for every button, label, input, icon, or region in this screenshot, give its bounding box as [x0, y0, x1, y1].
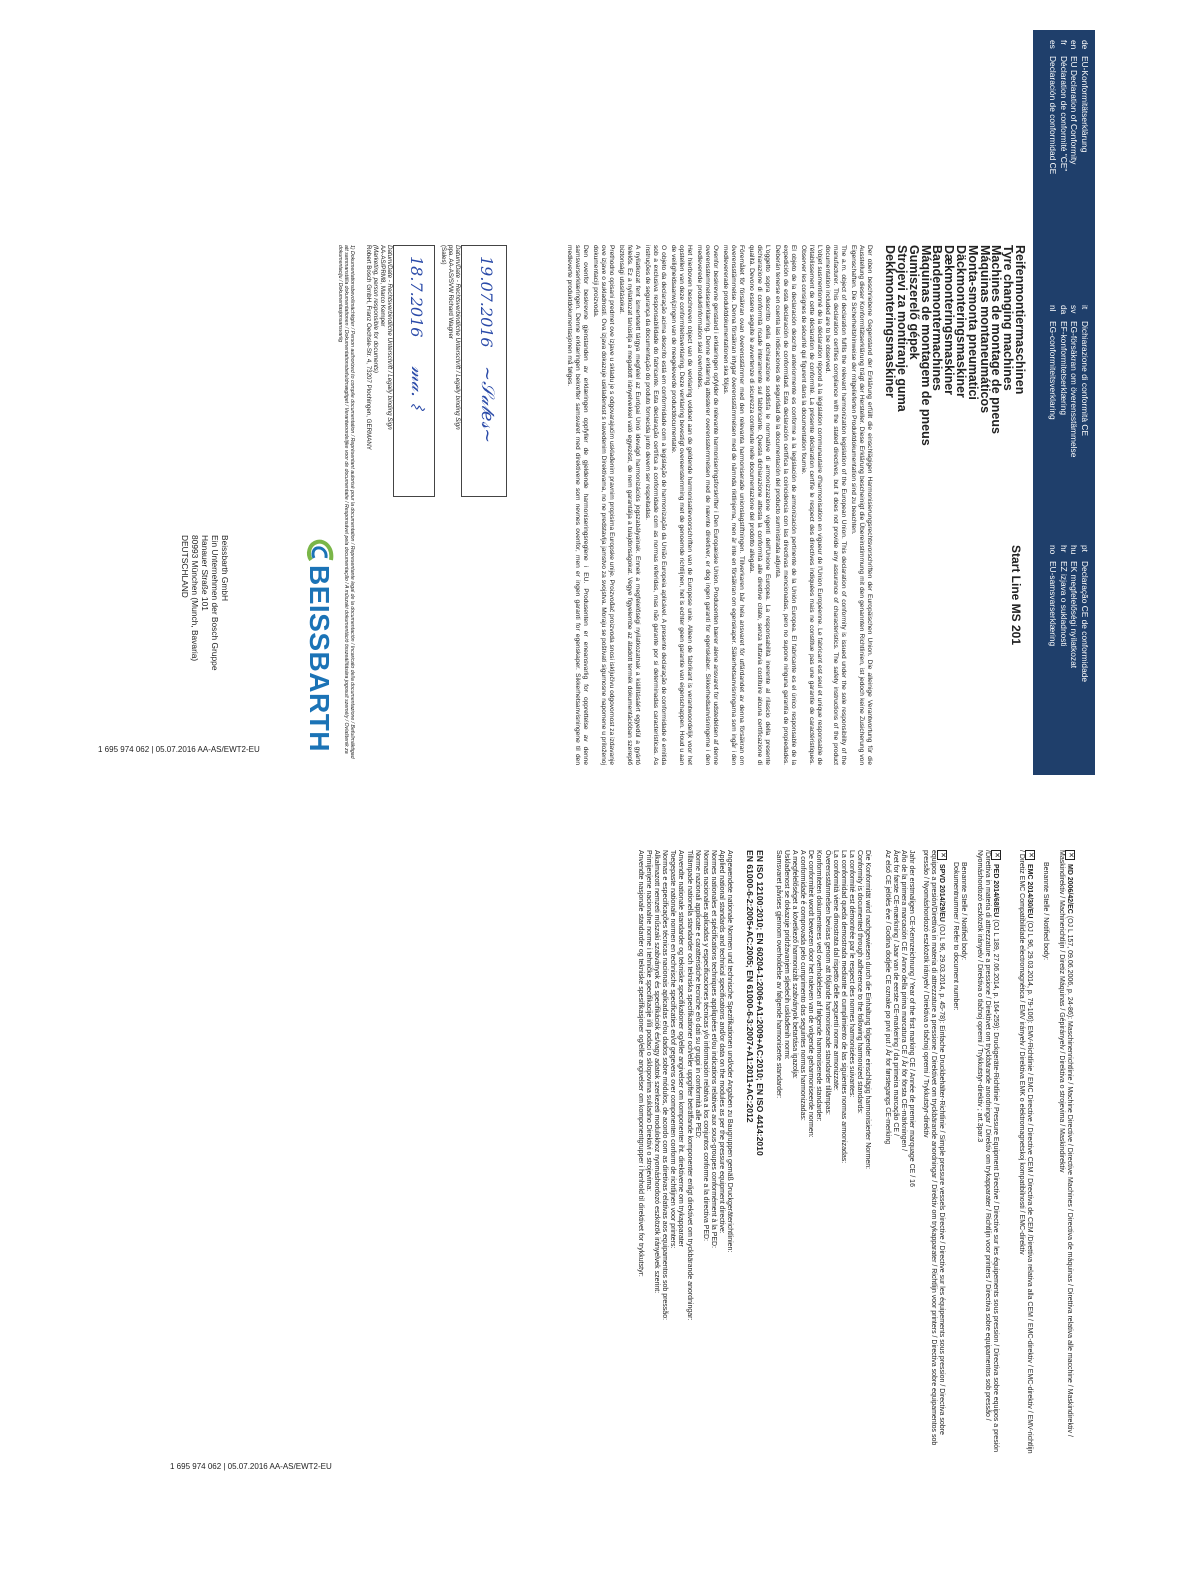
directive-spvd — [921, 850, 947, 1455]
header-title: EU-samsvarserklæring — [1048, 561, 1059, 647]
paragraph-de: Der oben beschriebene Gegenstand der Erklärung erfüllt die einschlägigen Harmonisierungsrechtsvorschriften der Europäischen Union. Die alleinige Verantwortung für die Ausstellung dieser Konformitätserklärung trägt der Hersteller. Diese Erklärung bescheinigt die Übereinstimmung mit den genannten Richtlinien, ist jedoch keine Zusicherung von Eigenschaften. Die Sicherheitshinweise der mitgelieferten Produktdokumentation sind zu beachten. — [850, 245, 873, 765]
header-title: EZ izjava o sukladnosti — [1059, 561, 1069, 647]
company-logo: BEISSBARTH — [304, 565, 335, 753]
header-title: Declaración de conformidad CE — [1048, 56, 1059, 175]
standard-line: EN 61000-6-2:2005+AC:2005; EN 61000-6-3:2007+A1:2011+AC:2012 — [745, 850, 755, 1123]
directive-md — [1057, 850, 1075, 1455]
notified-body-1: Benannte Stelle / Notified body: — [1042, 862, 1049, 961]
checkbox-checked-icon: ✕ — [1065, 850, 1075, 860]
conformity-line: Usklađenost se dokazuje pridržavanjem sljedećih usklađenih normi: — [783, 850, 791, 1060]
paragraph-no: Den ovenfor beskrevne gjenstanden av erklæringen oppfyller de gjeldende harmoniseringsreglene i EU. Produsenten er eneansvarlig for opprettelse av denne samsvarserklæringen. Denne erklæringen bekrefter samsvaret med direktivene som nevnes ovenfor, men er ingen garanti for egenskaper. Sikkerhetsanvisningene til den medleverte produktdokumentasjonen må følges. — [566, 245, 589, 765]
manufacturer-address: Robert Bosch GmbH, Franz Oechsle-Str. 4, 73207 Plochingen, GERMANY — [365, 245, 372, 450]
signature-date-2: 18.7.2016 — [407, 256, 426, 338]
directive-code: EMC 2014/30/EU — [1026, 864, 1034, 919]
paragraph-hu: A nyilatkozat fent ismertetett tárgya megfelel az Európai Unió idevágó harmonizációs jogszabályainak. Ennek a megfelelőségi nyilatkozatnak a kiállításáért egyedül a gyártó felelős. Ez a nyilatkozat tanúsítja a megadott irányelvekkel való egyezést, de nem garantálja a tulajdonságokat. Vegye figyelembe az átadott termék dokumentációban szereplő biztonsági utasításokat. — [618, 245, 641, 765]
standard-line: EN ISO 12100:2010; EN 60204-1:2006+A1:2009+AC:2010; EN ISO 4414:2010 — [755, 850, 765, 1156]
language-header-bar — [1033, 30, 1095, 775]
paragraph-en: The a.m. object of declaration fulfils the relevant harmonization legislation of the European Union. This declaration of conformity is issued under the sole responsibility of the manufacturer. This declaration certifies compliance with the stated directives, but it does not provide any assurance of characteristics. The safety instructions of the product documentation included are to be observed. — [824, 245, 847, 765]
signature-date-1: 19.07.2016 — [477, 256, 496, 348]
lang-code: da — [1059, 305, 1069, 315]
applied-line: Anvendte nationale standarder og tekniske specifikationer og/eller angivelser om komponenter iht. direktiverne om trykapparater — [677, 850, 685, 1247]
applied-line: Normas e especificações técnicas nacionais aplicadas e/ou dados sobre módulos, de acordo com as diretivas relativas aos equipamentos sob pressão: — [661, 850, 669, 1321]
first-marking-line: Az első CE jelölés éve / Godina dodjele CE oznake po prvi put / År for førstegangs CE-merking — [883, 850, 891, 1145]
first-marking-line: Jahr der erstmaligen CE-Kennzeichnung / Year of the first marking CE / Année de premier marquage CE / 16 — [908, 850, 915, 1187]
signature-caption-1: Datum/Date - Rechtsverbindliche Unterschrift / Legally binding Sign — [454, 245, 461, 430]
directive-code: MD 2006/42/EC — [1066, 864, 1074, 914]
product-name: Máquinas de montagem de pneus — [918, 245, 933, 446]
header-title: EK megfelelőségi nyilatkozat — [1069, 561, 1080, 669]
address-line: Hanauer Straße 101 — [200, 535, 210, 611]
lang-code: hu — [1069, 545, 1080, 555]
signature-role-1: ppa. AA-AS/SVW Richard Wagner — [447, 245, 454, 339]
paragraph-pt: O objeto da declaração acima descrito está em conformidade com a legislação de harmonização da União Europeia aplicável. A presente declaração de conformidade é emitida sob a exclusiva responsabilidade do fabricante. Esta declaração certifica a conformidade com as normas referidas, mas não garante por si determinadas características. As instruções de segurança da documentação do produto fornecida junto devem ser respeitadas. — [644, 245, 667, 765]
conformity-line: Die Konformität wird nachgewiesen durch die Einhaltung folgender einschlägig harmonisierter Normen: — [864, 850, 871, 1170]
header-title: Dichiarazione di conformità CE — [1080, 321, 1090, 436]
page2-footer: 1 695 974 062 | 05.07.2016 AA-AS/EWT2-EU — [170, 1462, 332, 1471]
document-number: Dokumentnummer / Refer to document number: — [952, 862, 959, 1011]
directive-text: (OJ L 96, 29.03.2014, p. 45-78): Einfache Druckbehälter-Richtlinie / Simple pressure vessels Directive / Directive sur les équipements sous pression / Directiva sobre equipos a presión/Direttiva in materia di attrezzature a pressione / Direktivet om tryckbärande anordningar / Direktiv om trykapparater / Richtlijn voor printers / Directiva sobre equipamentos sob pressão / Nyomáshordozó eszközök irányelv / Direktiva o tlačnoj opremi / Trykkutstyr-direktiv — [921, 850, 946, 1446]
conformity-line: De conformiteit wordt bewezen door het naleven van de volgende geharmoniseerde normen: — [807, 850, 815, 1138]
header-title: Déclaration de conformité "CE" — [1059, 56, 1069, 172]
paragraph-hr: Prethodno opisani predmet ove izjave u skladu je s odgovarajućim usklađenim pravnim propisima Europske unije. Proizvođač proizvoda snosi isključivu odgovornost za izdavanje ove izjave o sukladnosti. Ova izjava dokazuje usklađenost s navedenim Direktivama, no ne predstavlja jamstvo za svojstva. Moraju se poštivati sigurnosne napomene u priloženoj dokumentaciji proizvoda. — [592, 245, 615, 765]
directive-emc — [1017, 850, 1035, 1455]
product-name: Monta-smonta pneumatici — [965, 245, 980, 400]
header-col-mid — [1048, 305, 1090, 457]
product-name: Strojevi za montiranje guma — [895, 245, 910, 412]
standards-block — [745, 850, 765, 1455]
signature-caption-2: Datum/Date - Rechtsverbindliche Unterschrift / Legally binding Sign — [386, 245, 393, 430]
applied-line: Tillämpade nationella standarder och tekniska specifikationer och/eller uppgifter beträffande komponenter enligt direktivet om tryckbärande anordningar: — [685, 850, 693, 1321]
product-name: Dækmonteringsmaskiner — [942, 245, 957, 396]
signature-scribble-icon: 𝓂𝒶. ⌇ — [407, 366, 428, 410]
applied-line: Toegepaste nationale normen en technische specificaties en/of gegevens over componenten conform de richtlijnen voor printers: — [669, 850, 677, 1249]
paragraph-fr: L'objet susmentionné de la déclaration répond à la législation communautaire d'harmonisation en vigueur de l'Union Européenne. Le fabricant est seul et unique responsable de l'établissement de cette déclaration de conformité. La présente déclaration certifie le respect des directives indiquées mais ne constitue pas une garantie de caractéristiques. Observer les consignes de sécurité qui figurent dans la documentation fournie. — [800, 245, 823, 765]
product-name: Tyre changing machines — [1001, 245, 1016, 391]
product-name: Máquinas montaneumáticos — [977, 245, 992, 414]
conformity-block — [774, 850, 871, 1455]
signature-scribble-icon: ~𝒮𝒶𝓁𝑒𝓈~ — [477, 366, 498, 444]
first-marking-line: Año de la primera marcación CE / Anno della prima marcatura CE / År för första CE-märkningen / — [899, 850, 907, 1152]
product-name-list — [883, 245, 1025, 446]
conformity-line: Conformity is documented through adherence to the following harmonized standards: — [855, 850, 863, 1114]
lang-code: de — [1080, 40, 1090, 50]
beissbarth-swirl-icon — [305, 538, 335, 564]
directive-text: (OJ L 96, 29.03.2014, p. 79-106): EMV-Richtlinie / EMC Directive / Directive CEM / Directiva de CEM /Direttiva relativa alla CEM / EMC-direktiv / EMC-direktiv / EMV-richtlijn / Diretiz EMC Compatibilidade electromagnética / EMV irányelv / Direktiva EMK o elektromagnetskoj kompatibilnosti / EMC-direktiv — [1018, 850, 1034, 1454]
lang-code: es — [1048, 40, 1059, 49]
conformity-line: A conformidade é comprovada pelo cumprimento das seguintes normas harmonizadas: — [799, 850, 807, 1121]
signature-dept-1: (Sales) — [440, 245, 447, 265]
conformity-line: La conformidad queda demostrada mediante el cumplimiento de las siguientes normas armonizadas: — [839, 850, 847, 1164]
product-name: Machines de montage de pneus — [989, 245, 1004, 434]
address-line: Beissbarth GmbH — [220, 535, 230, 602]
directive-code: SPVD 2014/29/EU — [938, 864, 946, 922]
header-title: EF-konformitetserklæring — [1059, 321, 1069, 416]
conformity-line: A megfelelőséget a következő harmonizált szabványok betartása igazolja: — [791, 850, 799, 1079]
conformity-line: La conformità viene dimostrata dal rispetto delle seguenti norme armonizzate: — [831, 850, 839, 1091]
header-title: EU Declaration of Conformity — [1069, 56, 1080, 165]
lang-code: fr — [1059, 40, 1069, 46]
header-title: EU-Konformitätserklärung — [1080, 56, 1090, 153]
product-name: Bandenmontermachines — [930, 245, 945, 391]
lang-code: en — [1069, 40, 1080, 50]
declaration-page-2 — [160, 840, 1085, 1470]
conformity-line: La conformité est démontrée par le respect des normes harmonisées suivantes: — [847, 850, 855, 1098]
directive-code: PED 2014/68/EU — [992, 864, 1000, 918]
applied-line: Anvendte nasjonale standarder og tekniske spesifikasjoner og/eller angivelser om komponentgrupper i henhold til direktivet for trykkutstyr: — [636, 850, 644, 1277]
applied-line: Normes nationales et spécifications techniques appliquées et/ou indications relatives aux sous-groupes conformément à la PED: — [709, 850, 717, 1249]
conformity-line: Samsvaret påvises gjennom overholdelse av følgende harmoniserte standarder: — [774, 850, 782, 1099]
conformity-line: Överensstämmelsen bevisas genom att följande harmoniserade standarder tillämpas: — [823, 850, 831, 1115]
paragraph-sv: Föremålet för försäkran ovan överensstämmer med den relevanta harmoniserade unionslagstiftningen. Tillverkaren bär hela ansvaret för utfärdandet av denna försäkran om överensstämmelse. Denna försäkran intygar överensstämmelsen med de nämnda riktlinjerna, men är inte en försäkran om egenskaper. Säkerhetsanvisningarna som ingår i den medlevererade produktdokumentationen ska följas. — [722, 245, 745, 765]
header-title: EG-conformiteitsverklaring — [1048, 321, 1059, 420]
signature-dept-2: (Marketing, person responsible for documents) — [372, 245, 379, 373]
checkbox-checked-icon: ✕ — [1025, 850, 1035, 860]
address-line: DEUTSCHLAND — [180, 535, 190, 598]
checkbox-checked-icon: ✕ — [991, 850, 1001, 860]
page1-footer: 1 695 974 062 | 05.07.2016 AA-AS/EWT2-EU — [98, 745, 260, 754]
lang-code: no — [1048, 545, 1059, 555]
directive-text: (OJ L 189, 27.06.2014, p. 164-259): Druckgeräte-Richtlinie / Pressure Equipment Directive / Directive sur les équipements sous pression / Directiva sobre equipos a presión /Direttiva in materia di attrezzature a pressione / Direktivet om tryckbärande anordningar / Direktiv om trykapparater / Richtlijn voor printers / Directiva sobre equipamentos sob pressão / Nyomáshordozó eszközök irányelv / Direktiva o tlačnoj opremi / Trykkutstyr-direktiv ; art.3par.3 — [975, 850, 1000, 1453]
conformity-line: Konformiteten dokumenteres ved overholdelsen af følgende harmoniserede standarder: — [815, 850, 823, 1122]
product-name: Reifenmontiermaschinen — [1013, 245, 1027, 395]
header-title: EG-försäkran om överensstämmelse — [1069, 321, 1080, 458]
header-col-right — [1048, 545, 1090, 682]
applied-line: Primijenjene nacionalne norme i tehničke specifikacije i/ili podaci o sklopovima sukladno Direktivi o strojevima: — [645, 850, 653, 1192]
applied-line: Applied national standards and technical specifications and/or data on the modules as per the pressure equipment directive: — [717, 850, 725, 1234]
directive-text: (OJ L 157, 09.06.2006, p. 24-86): Maschinenrichtlinie / Machine Directive / Directive Machines / Directiva de máquinas / Direttiva relativa alle macchine / Maskindirektiv / Maskindirektiv / Machinerichtlijn / Diretiz Máquinas / Gépirányelv / Direktiva o strojevima / Maskindirektiv — [1058, 850, 1074, 1437]
header-title: Declaração CE de conformidade — [1080, 561, 1090, 683]
signature-box-1 — [461, 245, 507, 497]
applied-line: Alkalmazott nemzeti műszaki szabványok és specifikációk és/vagy adatok szerkezeti modulokhoz nyomáshordozó eszközök irányelvek szerint: — [653, 850, 661, 1294]
applied-line: Norme nazionali applicate e caratteristiche tecniche e/o dati su gruppi in conformità alle PED: — [693, 850, 701, 1139]
product-name: Däckmonteringsmaskiner — [954, 245, 969, 398]
paragraph-da: Ovenfor beskrevne genstand i erklæringen opfylder de relevante harmoniseringsforskrifter i Den Europæiske Union. Producenten bærer alene ansvaret for udstedelsen af denne overensstemmelseserklæring. Denne erklæring attesterer overensstemmelsen med de nævnte direktiver, er dog ingen garanti for egenskaber. Sikkerhedsanvisningerne i den medleverede produktinformation skal overholdes. — [696, 245, 719, 765]
paragraph-es: El objeto de la declaración descrito anteriormente es conforme a la legislación de armonización pertinente de la Unión Europea. El fabricante es el único responsable de la expedición de esta declaración de conformidad. Esta declaración certifica la coincidencia con las directivas mencionadas, pero no supone ninguna garantía de propiedades. Deberán tenerse en cuenta las indicaciones de seguridad de la documentación del producto suministrada adjunta. — [774, 245, 797, 765]
declaration-page-1 — [95, 30, 1095, 775]
applied-line: Normas nacionales aplicadas y especificaciones técnicas y/o información relativa a los conjuntos conforme a la directiva PED: — [701, 850, 709, 1242]
address-line: Ein Unternehmen der Bosch Gruppe — [210, 535, 220, 671]
applied-standards-block — [636, 850, 733, 1455]
paragraph-it: L'oggetto sopra descritto della dichiarazione soddisfa le normative di armonizzazione vigenti dell'Unione Europea. La responsabilità inerente al rilascio della presente dichiarazione di conformità ricade interamente sul fabbricante. Questa dichiarazione attesta la conformità alle direttive citate, senza tuttavia costituire alcuna certificazione di qualità. Devono essere seguite le avvertenze di sicurezza contenute nelle documentazione del prodotto allegata. — [748, 245, 771, 765]
directive-ped — [975, 850, 1001, 1455]
first-marking-block — [883, 850, 915, 1455]
applied-line: Angewendete nationale Normen und technische Spezifikationen und/oder Angaben zu Baugruppen gemäß Druckgeräterichtlinien: — [726, 850, 733, 1253]
footnote: 1) Dokumentationsbevollmächtigter / Person authorized to compile documentation / Représentant autorisé pour la documentation / Representante legal de la documentación / Incaricato della documentazione / Befullmäktigad att sammanställa dokumentationen / Dokumentationsbefuldmægtiget / Verantwoordelijke voor de documentatie / Responsável pela documentação / A műszaki dokumentáció összeállítására jogosult személy / Ovlaštenik za dokumentaciju / Dokumentasjonsansvarlig — [337, 245, 355, 759]
model-name: Start Line MS 201 — [1009, 545, 1023, 646]
product-name: Gumiszerelő gépek — [906, 245, 921, 360]
signature-role-2: AA-AS/PRM8, Marco Kemper — [379, 245, 386, 327]
checkbox-checked-icon: ✕ — [937, 850, 947, 860]
company-address — [180, 535, 230, 670]
first-marking-line: Året for første CE-mærkning / Jaar van de eerste CE-markering / da primeira marcação CE / — [891, 850, 899, 1136]
product-name: Dekkmonteringsmaskiner — [883, 245, 898, 398]
header-col-left — [1048, 40, 1090, 174]
lang-code: hr — [1059, 545, 1069, 553]
notified-body-2: Benannte Stelle / Notified body: — [960, 862, 967, 961]
lang-code: it — [1080, 305, 1090, 310]
lang-code: pt — [1080, 545, 1090, 552]
lang-code: nl — [1048, 305, 1059, 312]
paragraph-nl: Het hierboven beschreven object van de verklaring voldoet aan de geldende harmonisatievoorschriften van de Europese unie. Alleen de fabrikant is verantwoordelijk voor het opstellen van deze conformiteitsverklaring. Deze verklaring bevestigt overeenstemming met de genoemde richtlijnen, het is echter geen garantie van eigenschappen. Houd u aan de veiligheidsaanwijzingen van de meegeleverde productdocumentatie. — [670, 245, 693, 765]
address-line: 80993 München (Munch, Bavaria) — [190, 535, 200, 662]
signature-box-2 — [393, 245, 435, 497]
lang-code: sv — [1069, 305, 1080, 314]
